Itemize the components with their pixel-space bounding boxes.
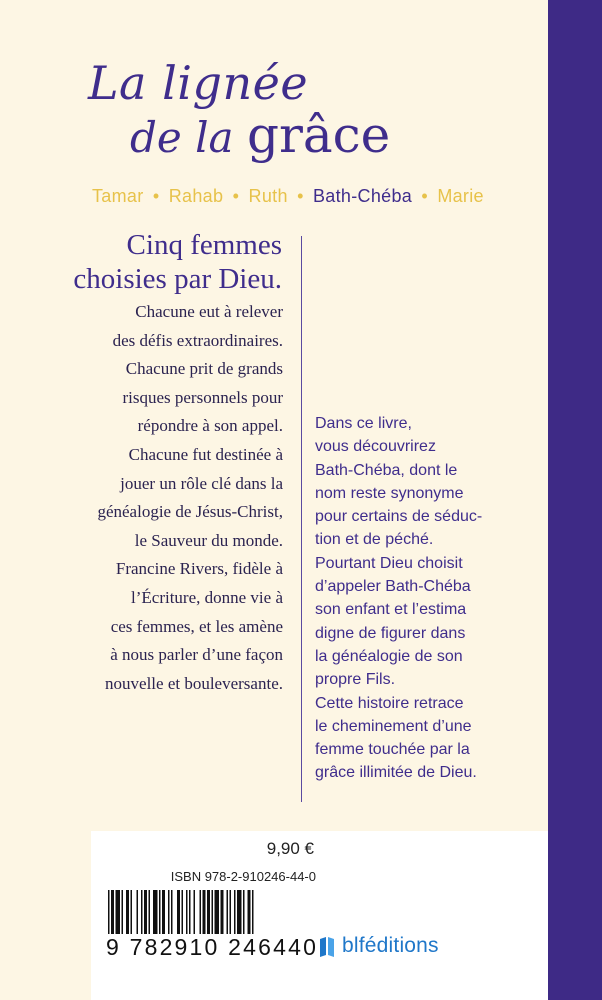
title-line-2 bbox=[130, 108, 528, 165]
title-line-2-word: grâce bbox=[246, 106, 391, 164]
column-divider bbox=[301, 236, 302, 802]
book-title bbox=[88, 58, 528, 165]
left-blurb-line: l’Écriture, donne vie à bbox=[131, 587, 283, 607]
title-line-2-prefix: de la bbox=[130, 113, 234, 162]
right-blurb-line: Dans ce livre, bbox=[315, 415, 412, 432]
left-blurb-line: Chacune eut à relever bbox=[135, 302, 283, 321]
right-blurb bbox=[315, 412, 540, 785]
name-separator: • bbox=[297, 186, 304, 206]
name-separator: • bbox=[152, 186, 160, 206]
price-label: 9,90 € bbox=[266, 839, 314, 858]
name-tamar: Tamar bbox=[92, 186, 144, 206]
publisher-name: blféditions bbox=[342, 934, 439, 957]
right-blurb-line: son enfant et l’estima bbox=[315, 601, 467, 619]
left-blurb-line: à nous parler d’une façon bbox=[110, 645, 283, 665]
publisher-logo bbox=[318, 934, 439, 958]
right-blurb-line: propre Fils. bbox=[315, 671, 396, 689]
name-bath-cheba: Bath-Chéba bbox=[313, 186, 413, 206]
name-ruth: Ruth bbox=[248, 186, 288, 206]
tagline-line: choisies par Dieu. bbox=[73, 263, 282, 295]
left-blurb-line: Francine Rivers, fidèle à bbox=[115, 559, 283, 579]
barcode-number: 9 782910 246440 bbox=[100, 934, 326, 961]
tagline-line: Cinq femmes bbox=[126, 229, 282, 261]
right-blurb-line: femme touchée par la bbox=[315, 741, 470, 759]
right-blurb-line: nom reste synonyme bbox=[315, 484, 464, 502]
left-blurb-line: répondre à son appel. bbox=[137, 416, 283, 436]
name-rahab: Rahab bbox=[168, 186, 224, 206]
left-blurb-line: jouer un rôle clé dans la bbox=[120, 473, 283, 493]
right-blurb-line: Bath-Chéba, dont le bbox=[315, 461, 458, 479]
title-line-1: La lignée bbox=[88, 56, 309, 110]
right-blurb-line: le cheminement d’une bbox=[315, 717, 472, 735]
left-blurb-line: nouvelle et bouleversante. bbox=[105, 673, 283, 693]
right-blurb-line: la généalogie de son bbox=[315, 647, 463, 665]
right-blurb-line: pour certains de séduc- bbox=[315, 508, 483, 526]
tagline bbox=[0, 228, 282, 296]
left-blurb bbox=[0, 298, 283, 698]
right-blurb-line: grâce illimitée de Dieu. bbox=[315, 764, 477, 782]
right-blurb-line: vous découvrirez bbox=[315, 438, 436, 456]
blf-book-icon bbox=[318, 935, 336, 957]
name-marie: Marie bbox=[437, 186, 484, 206]
left-blurb-line: généalogie de Jésus-Christ, bbox=[97, 502, 283, 522]
left-blurb-line: le Sauveur du monde. bbox=[134, 530, 283, 550]
right-blurb-line: Cette histoire retrace bbox=[315, 694, 464, 712]
isbn-label: ISBN 978-2-910246-44-0 bbox=[170, 869, 316, 884]
left-blurb-line: risques personnels pour bbox=[122, 387, 283, 407]
right-blurb-line: digne de figurer dans bbox=[315, 624, 466, 642]
character-names bbox=[92, 186, 532, 207]
right-blurb-line: tion et de péché. bbox=[315, 531, 434, 549]
name-separator: • bbox=[232, 186, 240, 206]
left-blurb-line: des défis extraordinaires. bbox=[112, 330, 283, 350]
left-blurb-line: Chacune fut destinée à bbox=[128, 444, 283, 464]
book-spine bbox=[548, 0, 602, 1000]
right-blurb-line: Pourtant Dieu choisit bbox=[315, 554, 463, 572]
right-blurb-line: d’appeler Bath-Chéba bbox=[315, 578, 471, 596]
left-blurb-line: Chacune prit de grands bbox=[125, 359, 283, 379]
name-separator: • bbox=[421, 186, 428, 206]
left-blurb-line: ces femmes, et les amène bbox=[110, 616, 283, 636]
